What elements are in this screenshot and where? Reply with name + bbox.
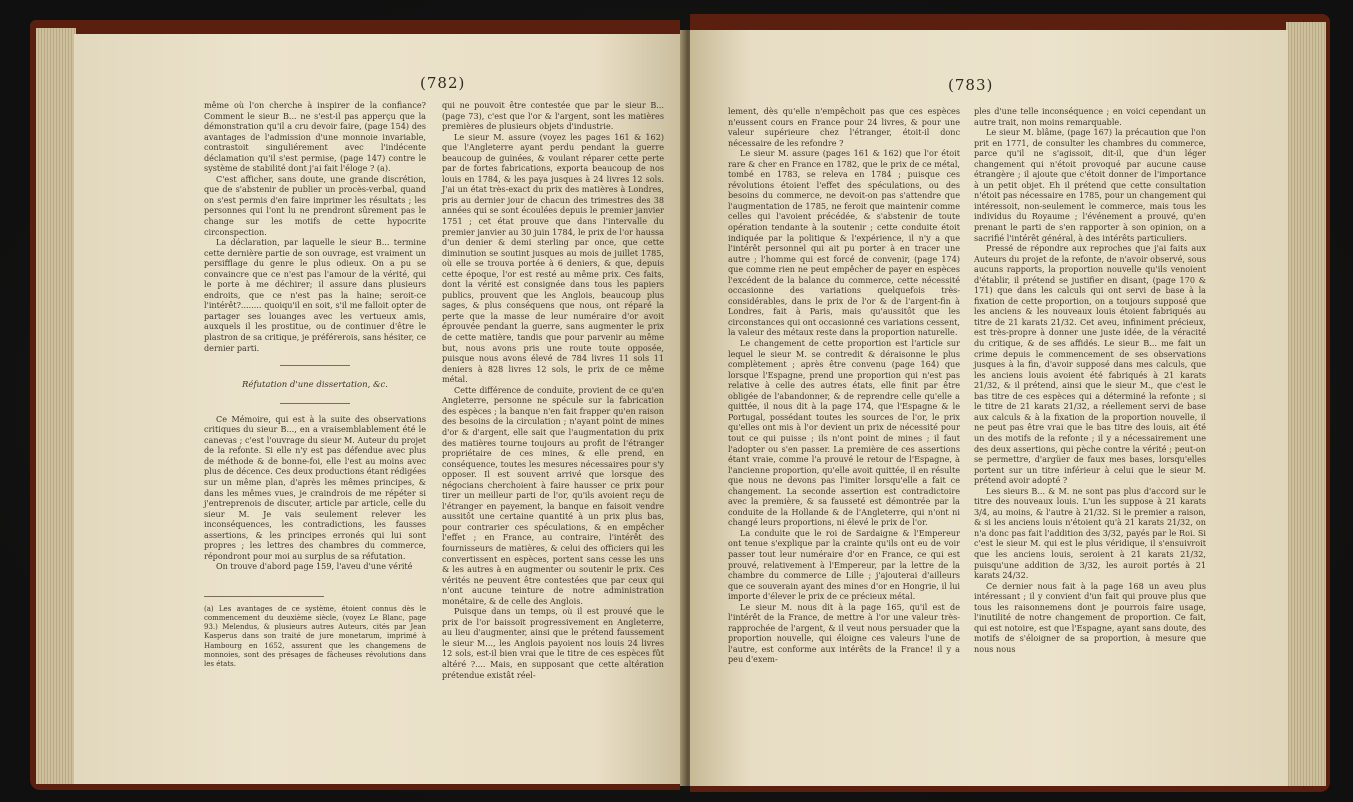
paragraph: Ce dernier nous fait à la page 168 un aveu plus intéressant ; il y convient d'un fait qui prouve plus que tous les raisonnemens dont je pourrois faire usage, l'inutilité de notre changement de proportion. Ce fait, qui est notoire, est que l'Espagne, ayant sans doute, des motifs de s'éloigner de sa proportion, à mesure que nous nous [974, 580, 1206, 654]
right-page-column-1 [728, 106, 960, 665]
left-page [74, 34, 686, 784]
section-rule [280, 365, 350, 366]
paragraph: Le sieur M. assure (voyez les pages 161 & 162) que l'Angleterre ayant perdu pendant la guerre beaucoup de guinées, & voulant réparer cette perte par de fortes fabrications, exporta beaucoup de nos louis en 1784, & les paya jusques à 24 livres 12 sols. J'ai un état très-exact du prix des matières à Londres, pris au dernier jour de chacun des trimestres des 38 années qui se sont écoulées depuis le premier janvier 1751 ; cet état prouve que dans l'intervalle du premier janvier au 30 juin 1784, le prix de l'or haussa d'un denier & demi sterling par once, que cette diminution se soutint jusques au mois de juillet 1785, où elle se trouva portée à 6 deniers, & que, depuis cette époque, l'or est resté au même prix. Ces faits, dont la vérité est consignée dans tous les papiers publics, prouvent que les Anglois, beaucoup plus sages, & plus conséquens que nous, ont réparé la perte que la masse de leur numéraire d'or avoit éprouvée pendant la guerre, sans augmenter le prix de cette matière, tandis que pour parvenir au même but, nous avons pris une route toute opposée, puisque nous avons élevé de 784 livres 11 sols 11 deniers à 828 livres 12 sols, le prix de ce même métal. [442, 131, 664, 385]
paragraph: Le sieur M. blâme, (page 167) la précaution que l'on prit en 1771, de consulter les chambres du commerce, parce qu'il ne s'agissoit, dit-il, que d'un léger changement qui n'étoit provoqué par aucune cause étrangère ; il ajoute que c'étoit donner de l'importance à un petit objet. Eh il prétend que cette consultation n'étoit pas nécessaire en 1785, pour un changement qui intéressoit, non-seulement le commerce, mais tous les individus du Royaume ; l'événement a prouvé, qu'en prenant le parti de s'en rapporter à son opinion, on a sacrifié l'intérêt général, à des intérêts particuliers. [974, 127, 1206, 243]
left-page-column-2 [442, 100, 664, 680]
paragraph: Les sieurs B... & M. ne sont pas plus d'accord sur le titre des nouveaux louis. L'un les suppose à 21 karats 3/4, au moins, & l'autre à 21/32. Si le premier a raison, & si les anciens louis n'étoient qu'à 21 karats 21/32, on n'a donc pas fait l'addition des 3/32, payés par le Roi. Si c'est le sieur M. qui est le plus véridique, il s'ensuivroit que les anciens louis, seroient à 21 karats 21/32, puisqu'une addition de 3/32, les auroit portés à 21 karats 24/32. [974, 485, 1206, 581]
paragraph: même où l'on cherche à inspirer de la confiance? Comment le sieur B... ne s'est-il pas apperçu que la démonstration qu'il a cru devoir faire, (page 154) des avantages de l'admission d'une monnoie invariable, contrastoit singuliérement avec l'indécente déclamation qu'il s'est permise, (page 147) contre le système de stabilité dont j'ai fait l'éloge ? (a). [204, 100, 426, 174]
right-page-column-2 [974, 106, 1206, 654]
page-edges-right [1286, 22, 1326, 786]
paragraph: Le changement de cette proportion est l'article sur lequel le sieur M. se contredit & déraisonne le plus complètement ; après être convenu (page 164) que lorsque l'Espagne, prend une proportion qui n'est pas relative à celle des autres états, elle finit par être obligée de l'abandonner, & de reprendre celle qu'elle a quittée, il nous dit à la page 174, que l'Espagne & le Portugal, possédant toutes les sources de l'or, le prix qu'elles ont mis à l'or devient un prix de nécessité pour tout ce qui puisse ; ils n'ont point de mines ; il faut l'adopter ou s'en passer. La première de ces assertions étant vraie, comme l'a prouvé le retour de l'Espagne, à l'ancienne proportion, qu'elle avoit quittée, il en résulte que nous ne devons pas l'imiter lorsqu'elle a fait ce changement. La seconde assertion est contradictoire avec la première, & sa fausseté est démontrée par la conduite de la Hollande & de l'Angleterre, qui n'ont ni changé leurs proportions, ni élevé le prix de l'or. [728, 338, 960, 528]
section-rule [280, 403, 350, 404]
right-page-number: (783) [948, 76, 994, 94]
paragraph: On trouve d'abord page 159, l'aveu d'une vérité [216, 561, 413, 572]
paragraph: Le sieur M. nous dit à la page 165, qu'il est de l'intérêt de la France, de mettre à l'or une valeur très-rapprochée de l'argent, & il veut nous persuader que la proportion nouvelle, qui éloigne ces valeurs l'une de l'autre, est conforme aux intérêts de la France! il y a peu d'exem- [728, 601, 960, 665]
left-page-column-1 [204, 100, 426, 669]
paragraph: qui ne pouvoit être contestée que par le sieur B... (page 73), c'est que l'or & l'argent, sont les matières premières de plusieurs objets d'industrie. [442, 100, 664, 132]
paragraph: lement, dès qu'elle n'empêchoit pas que ces espèces n'eussent cours en France pour 24 livres, & pour une valeur supérieure chez l'étranger, étoit-il donc nécessaire de les refondre ? [728, 106, 960, 148]
paragraph: Cette différence de conduite, provient de ce qu'en Angleterre, personne ne spécule sur la fabrication des espèces ; la banque n'en fait frapper qu'en raison des besoins de la circulation ; n'ayant point de mines d'or & d'argent, elle sait que l'augmentation du prix des matières tourne toujours au profit de l'étranger propriétaire de ces mines, & elle prend, en conséquence, toutes les mesures nécessaires pour s'y opposer. Il est souvent arrivé que lorsque des négocians cherchoient à faire hausser ce prix pour tirer un meilleur parti de l'or, qu'ils avoient reçu de l'étranger en payement, la banque en faisoit vendre aussitôt une certaine quantité à un prix plus bas, pour contrarier ces spéculations, & en empêcher l'effet ; en France, au contraire, l'intérêt des fournisseurs de matières, & celui des officiers qui les convertissent en espèces, portent sans cesse les uns & les autres à en augmenter ou soutenir le prix. Ces vérités ne peuvent être contestées que par ceux qui n'ont aucune teinture de notre administration monétaire, & de celle des Anglois. [442, 384, 664, 606]
paragraph: Puisque dans un temps, où il est prouvé que le prix de l'or baissoit progressivement en Angleterre, au lieu d'augmenter, ainsi que le prétend faussement le sieur M..., les Anglois payoient nos louis 24 livres 12 sols, est-il bien vrai que le titre de ces espèces fût altéré ?.... Mais, en supposant que cette altération prétendue existât réel- [442, 606, 664, 680]
paragraph: La déclaration, par laquelle le sieur B... termine cette dernière partie de son ouvrage, est vraiment un persifflage du genre le plus odieux. On a pu se convaincre que ce n'est pas l'amour de la vérité, qui le porte à me déchirer; il assure dans plusieurs endroits, que ce n'est pas la haine; seroit-ce l'intérêt?........ quoiqu'il en soit, s'il me falloit opter de partager ses louanges avec les vertueux amis, auxquels il les prostitue, ou de continuer d'être le plastron de sa critique, je préférerois, sans hésiter, ce dernier parti. [204, 237, 426, 353]
paragraph: Le sieur M. assure (pages 161 & 162) que l'or étoit rare & cher en France en 1782, que le prix de ce métal, tombé en 1783, se releva en 1784 ; puisque ces révolutions étoient l'effet des spéculations, ou des besoins du commerce, ne devoit-on pas s'attendre que l'augmentation de 1785, ne feroit que maintenir comme celles qui l'avoient précédée, & s'abstenir de toute opération tendante à la soutenir ; cette conduite étoit indiquée par la politique & l'expérience, il n'y a que l'intérêt personnel qui ait pu porter à en tracer une autre ; l'homme qui est forcé de convenir, (page 174) que comme rien ne peut empêcher de payer en espèces l'excédent de la balance du commerce, cette nécessité occasionne des variations quelquefois très-considérables, dans le prix de l'or & de l'argent-fin à Londres, fait à Paris, mais qu'aussitôt que les circonstances qui ont occasionné ces variations cessent, la valeur des métaux reste dans la proportion naturelle. [728, 148, 960, 338]
footnote-rule [204, 596, 324, 597]
page-edges-left [36, 28, 76, 784]
left-page-number: (782) [420, 74, 466, 92]
section-title: Réfutation d'une dissertation, &c. [241, 380, 389, 391]
paragraph: C'est afficher, sans doute, une grande discrétion, que de s'abstenir de publier un procès-verbal, quand on s'est permis d'en faire imprimer les résultats ; les personnes qui l'ont lu ne prendront sûrement pas le change sur les motifs de cette hypocrite circonspection. [204, 173, 426, 237]
paragraph: ples d'une telle inconséquence ; en voici cependant un autre trait, non moins remarquable. [974, 106, 1206, 127]
paragraph: La conduite que le roi de Sardaigne & l'Empereur ont tenue s'explique par la crainte qu'ils ont eu de voir passer tout leur numéraire d'or en France, ce qui est prouvé, relativement à l'Empereur, par la lettre de la chambre du commerce de Lille ; j'ajouterai d'ailleurs que ce souverain ayant des mines d'or en Hongrie, il lui importe d'élever le prix de ce précieux métal. [728, 527, 960, 602]
footnote: (a) Les avantages de ce système, étoient connus dès le commencement du deuxième siècle, (voyez Le Blanc, page 93.) Melendus, & plusieurs autres Auteurs, cités par Jean Kasperus dans son traité de jure monetarum, imprimé à Hambourg en 1652, assurent que les changemens de monnoies, sont des présages de fâcheuses révolutions dans les états. [204, 604, 426, 669]
right-page [690, 30, 1288, 786]
paragraph: Ce Mémoire, qui est à la suite des observations critiques du sieur B..., en a vraisemblablement été le canevas ; c'est l'ouvrage du sieur M. Auteur du projet de la refonte. Si elle n'y est pas défendue avec plus de méthode & de bonne-foi, elle l'est au moins avec plus de décence. Ces deux productions étant rédigées sur un même plan, d'après les mêmes principes, & dans les mêmes vues, je craindrois de me répéter si j'entreprenois de discuter, article par article, celle du sieur M. Je vais seulement relever les inconséquences, les contradictions, les fausses assertions, & les principes erronés qui lui sont propres ; les lettres des chambres du commerce, répondront pour moi au surplus de sa réfutation. [204, 413, 427, 561]
paragraph: Pressé de répondre aux reproches que j'ai faits aux Auteurs du projet de la refonte, de n'avoir observé, sous aucuns rapports, la proportion nouvelle qu'ils venoient d'établir, il prétend se justifier en disant, (page 170 & 171) que dans les calculs qui ont servi de base à la fixation de cette proportion, on a toujours supposé que les anciens & les nouveaux louis étoient fabriqués au titre de 21 karats 21/32. Cet aveu, infiniment précieux, est très-propre à donner une juste idée, de la véracité du critique, & de ses affidés. Le sieur B... me fait un crime depuis le commencement de ses observations jusques à la fin, d'avoir supposé dans mes calculs, que les anciens louis avoient été fabriqués à 21 karats 21/32, & il prétend, ainsi que le sieur M., que c'est le bas titre de ces espèces qui a déterminé la refonte ; si le titre de 21 karats 21/32, a réellement servi de base aux calculs & à la fixation de la proportion nouvelle, il ne peut pas être vrai que le bas titre des louis, ait été un des motifs de la refonte ; il y a nécessairement une des deux assertions, qui pèche contre la vérité ; peut-on se permettre, d'argüer de faux mes bases, lorsqu'elles portent sur un titre inférieur à celui que le sieur M. prétend avoir adopté ? [974, 243, 1206, 486]
